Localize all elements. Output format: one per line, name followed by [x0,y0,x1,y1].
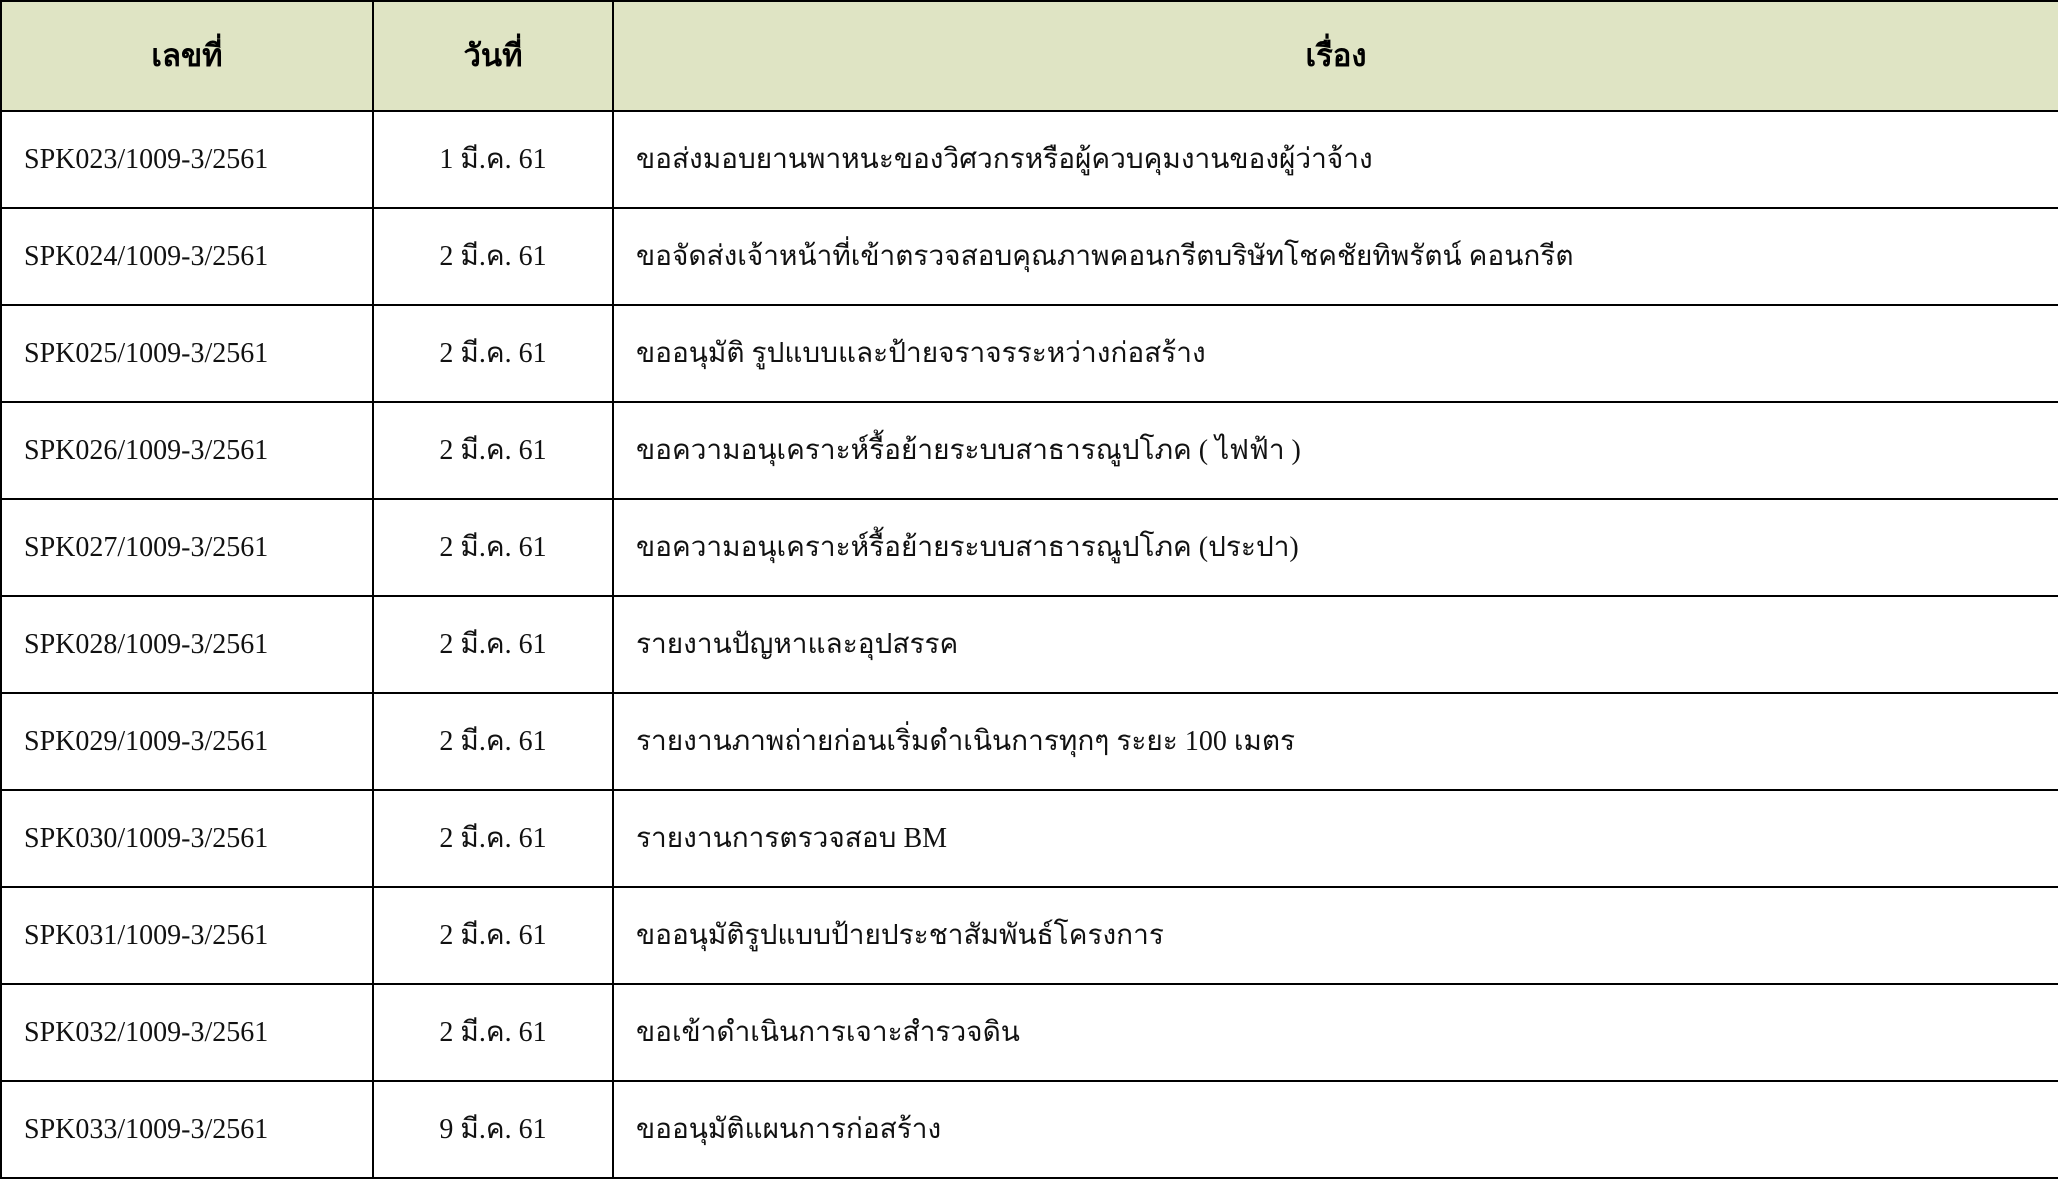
cell-subject: รายงานการตรวจสอบ BM [613,790,2058,887]
cell-date: 2 มี.ค. 61 [373,596,613,693]
cell-date: 2 มี.ค. 61 [373,790,613,887]
cell-number: SPK031/1009-3/2561 [1,887,373,984]
cell-number: SPK033/1009-3/2561 [1,1081,373,1178]
cell-subject: ขออนุมัติ รูปแบบและป้ายจราจรระหว่างก่อสร้าง [613,305,2058,402]
table-row [1,402,2058,499]
cell-date: 2 มี.ค. 61 [373,693,613,790]
table-row [1,984,2058,1081]
column-header-subject: เรื่อง [613,1,2058,111]
table-row [1,305,2058,402]
cell-subject: ขอความอนุเคราะห์รื้อย้ายระบบสาธารณูปโภค ( ไฟฟ้า ) [613,402,2058,499]
cell-date: 1 มี.ค. 61 [373,111,613,208]
table-row [1,1081,2058,1178]
cell-number: SPK023/1009-3/2561 [1,111,373,208]
cell-number: SPK030/1009-3/2561 [1,790,373,887]
cell-number: SPK027/1009-3/2561 [1,499,373,596]
table-row [1,693,2058,790]
table-row [1,499,2058,596]
table-row [1,790,2058,887]
cell-date: 2 มี.ค. 61 [373,305,613,402]
cell-subject: รายงานปัญหาและอุปสรรค [613,596,2058,693]
cell-number: SPK026/1009-3/2561 [1,402,373,499]
cell-date: 2 มี.ค. 61 [373,208,613,305]
cell-subject: ขอจัดส่งเจ้าหน้าที่เข้าตรวจสอบคุณภาพคอนกรีตบริษัทโชคชัยทิพรัตน์ คอนกรีต [613,208,2058,305]
table-row [1,111,2058,208]
cell-date: 2 มี.ค. 61 [373,887,613,984]
cell-number: SPK029/1009-3/2561 [1,693,373,790]
cell-subject: ขอเข้าดำเนินการเจาะสำรวจดิน [613,984,2058,1081]
table-row [1,887,2058,984]
cell-number: SPK028/1009-3/2561 [1,596,373,693]
cell-date: 2 มี.ค. 61 [373,984,613,1081]
cell-subject: ขออนุมัติแผนการก่อสร้าง [613,1081,2058,1178]
cell-date: 9 มี.ค. 61 [373,1081,613,1178]
table-body [1,111,2058,1178]
cell-subject: ขอส่งมอบยานพาหนะของวิศวกรหรือผู้ควบคุมงานของผู้ว่าจ้าง [613,111,2058,208]
table-row [1,208,2058,305]
cell-subject: รายงานภาพถ่ายก่อนเริ่มดำเนินการทุกๆ ระยะ 100 เมตร [613,693,2058,790]
cell-subject: ขอความอนุเคราะห์รื้อย้ายระบบสาธารณูปโภค (ประปา) [613,499,2058,596]
cell-date: 2 มี.ค. 61 [373,499,613,596]
cell-subject: ขออนุมัติรูปแบบป้ายประชาสัมพันธ์โครงการ [613,887,2058,984]
cell-number: SPK032/1009-3/2561 [1,984,373,1081]
column-header-number: เลขที่ [1,1,373,111]
table-header-row [1,1,2058,111]
cell-number: SPK024/1009-3/2561 [1,208,373,305]
cell-number: SPK025/1009-3/2561 [1,305,373,402]
column-header-date: วันที่ [373,1,613,111]
table-row [1,596,2058,693]
table-header [1,1,2058,111]
cell-date: 2 มี.ค. 61 [373,402,613,499]
